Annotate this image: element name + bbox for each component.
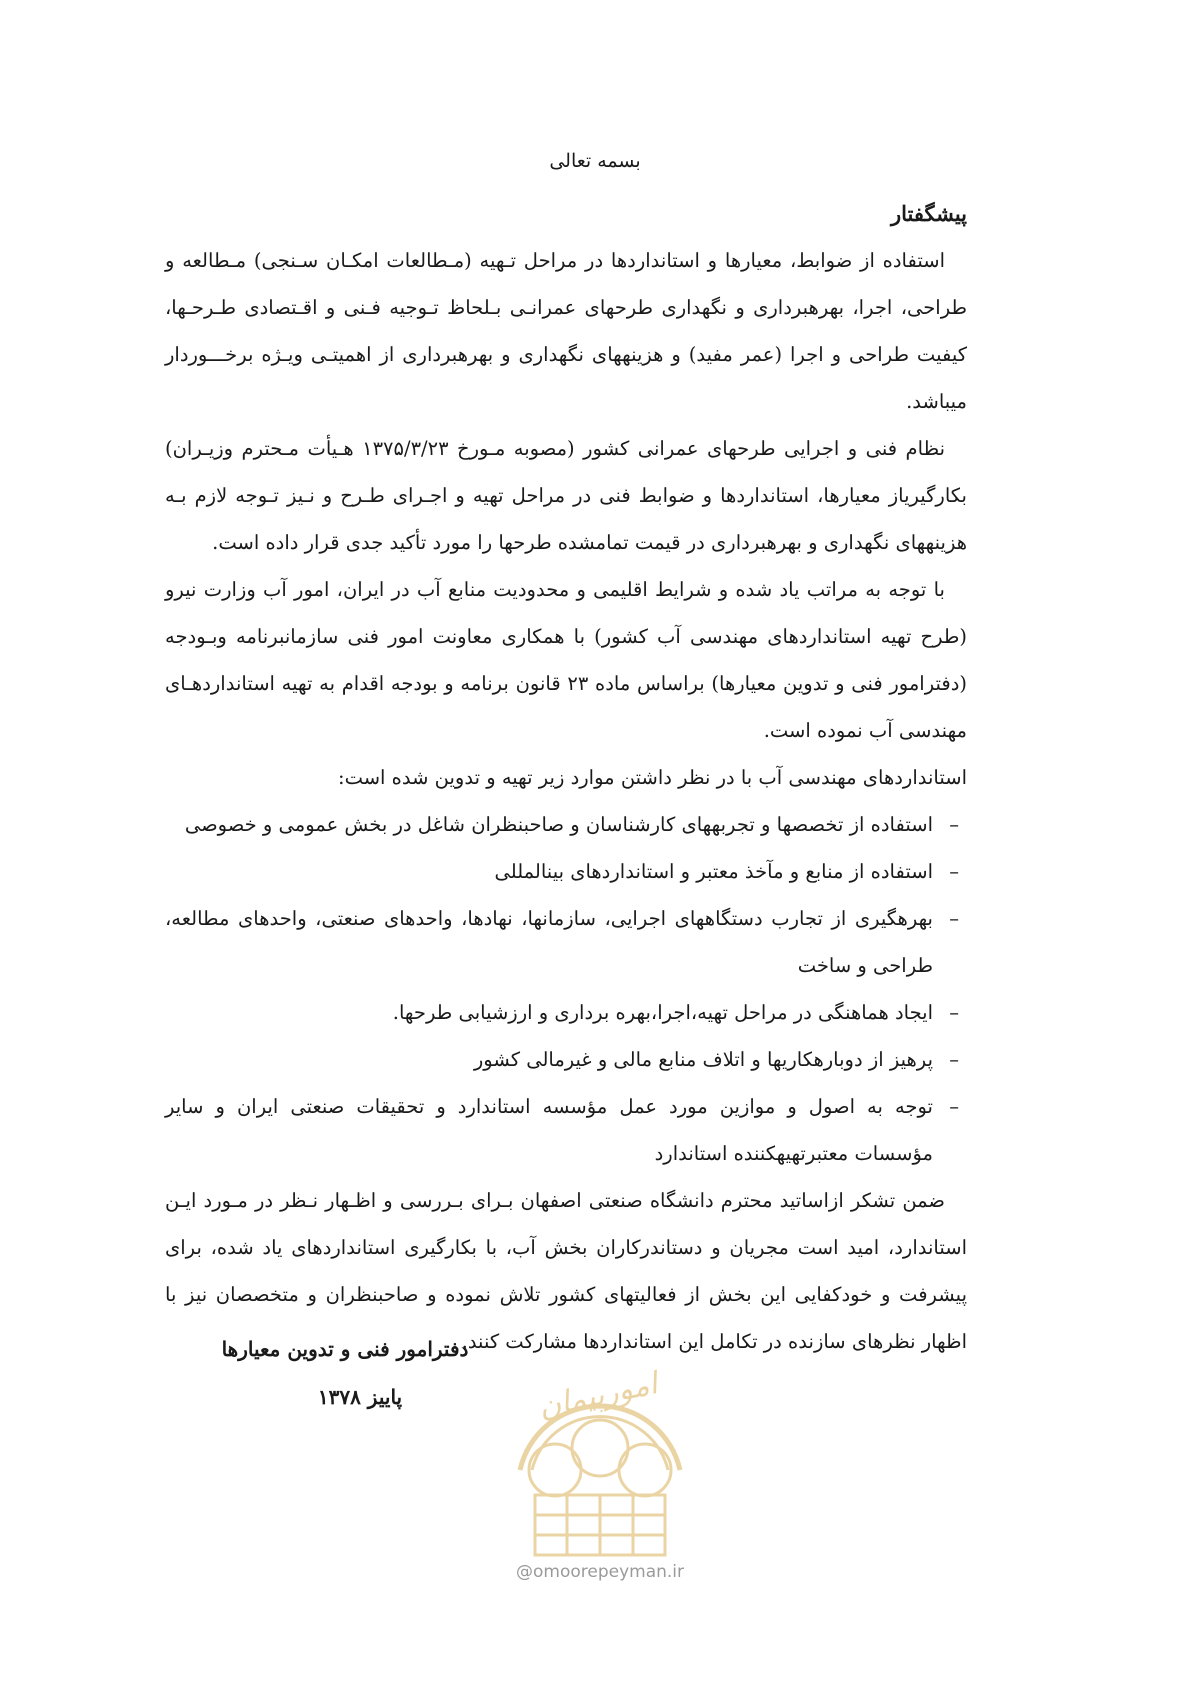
list-item: – پرهیز از دوبارهکاریها و اتلاف منابع مالی و غیرمالی کشور [165, 1036, 967, 1083]
signature-date: پاییز ۱۳۷۸ [317, 1385, 403, 1409]
bismillah-header: بسمه تعالی [549, 150, 641, 172]
list-item: – استفاده از منابع و مآخذ معتبر و استانداردهای بینالمللی [165, 848, 967, 895]
paragraph-3: با توجه به مراتب یاد شده و شرایط اقلیمی و محدودیت منابع آب در ایران، امور آب وزارت نیرو (طرح تهیه استانداردهای مهندسی آب کشور) با همکاری معاونت امور فنی سازمانبرنامه وبـودجه (دفترامور فنی و تدوین معیارها) براساس ماده ۲۳ قانون برنامه و بودجه اقدام به تهیه استانداردهـای مهندسی آب نموده است. [165, 578, 967, 742]
signature-block [200, 1325, 490, 1421]
bullet-list [165, 801, 967, 1177]
signature-office: دفترامور فنی و تدوین معیارها [221, 1337, 469, 1361]
document-body [165, 190, 967, 1365]
list-item: – استفاده از تخصصها و تجربههای کارشناسان و صاحبنظران شاغل در بخش عمومی و خصوصی [165, 801, 967, 848]
paragraph-2: نظام فنی و اجرایی طرحهای عمرانی کشور (مصوبه مـورخ ۱۳۷۵/۳/۲۳ هـیأت مـحترم وزیـران) بکارگیریاز معیارها، استانداردها و ضوابط فنی در مراحل تهیه و اجـرای طـرح و نـیز تـوجه لازم بـه هزینههای نگهداری و بهرهبرداری در قیمت تمامشده طرحها را مورد تأکید جدی قرار داده است. [165, 437, 967, 554]
svg-text:امورپیمان: امورپیمان [535, 1366, 661, 1426]
watermark-url: @omoorepeyman.ir [515, 1562, 685, 1582]
paragraph-1: استفاده از ضوابط، معیارها و استانداردها در مراحل تـهیه (مـطالعات امکـان سـنجی) مـطالعه و طراحی، اجرا، بهرهبرداری و نگهداری طرحهای عمرانـی بـلحاظ تـوجیه فـنی و اقـتصادی طـرحـها، کیفیت طراحی و اجرا (عمر مفید) و هزینههای نگهداری و بهرهبرداری از اهمیتـی ویـژه برخـــوردار میباشد. [165, 249, 967, 413]
section-heading: پیشگفتار [890, 201, 967, 226]
list-item: – توجه به اصول و موازین مورد عمل مؤسسه استاندارد و تحقیقات صنعتی ایران و سایر مؤسسات معتبرتهیهکننده استاندارد [165, 1083, 967, 1177]
closing-paragraph: ضمن تشکر ازاساتید محترم دانشگاه صنعتی اصفهان بـرای بـررسی و اظـهار نـظر در مـورد ایـن استاندارد، امید است مجریان و دستاندرکاران بخش آب، با بکارگیری استانداردهای یاد شده، برای پیشرفت و خودکفایی این بخش از فعالیتهای کشور تلاش نموده و صاحبنظران و متخصصان نیز با اظهار نظرهای سازنده در تکامل این استانداردها مشارکت کنند. [165, 1189, 967, 1353]
list-item: – ایجاد هماهنگی در مراحل تهیه،اجرا،بهره برداری و ارزشیابی طرحها. [165, 989, 967, 1036]
watermark-logo [490, 1320, 710, 1590]
list-item: – بهرهگیری از تجارب دستگاههای اجرایی، سازمانها، نهادها، واحدهای صنعتی، واحدهای مطالعه، طراحی و ساخت [165, 895, 967, 989]
list-intro: استانداردهای مهندسی آب با در نظر داشتن موارد زیر تهیه و تدوین شده است: [338, 766, 967, 789]
